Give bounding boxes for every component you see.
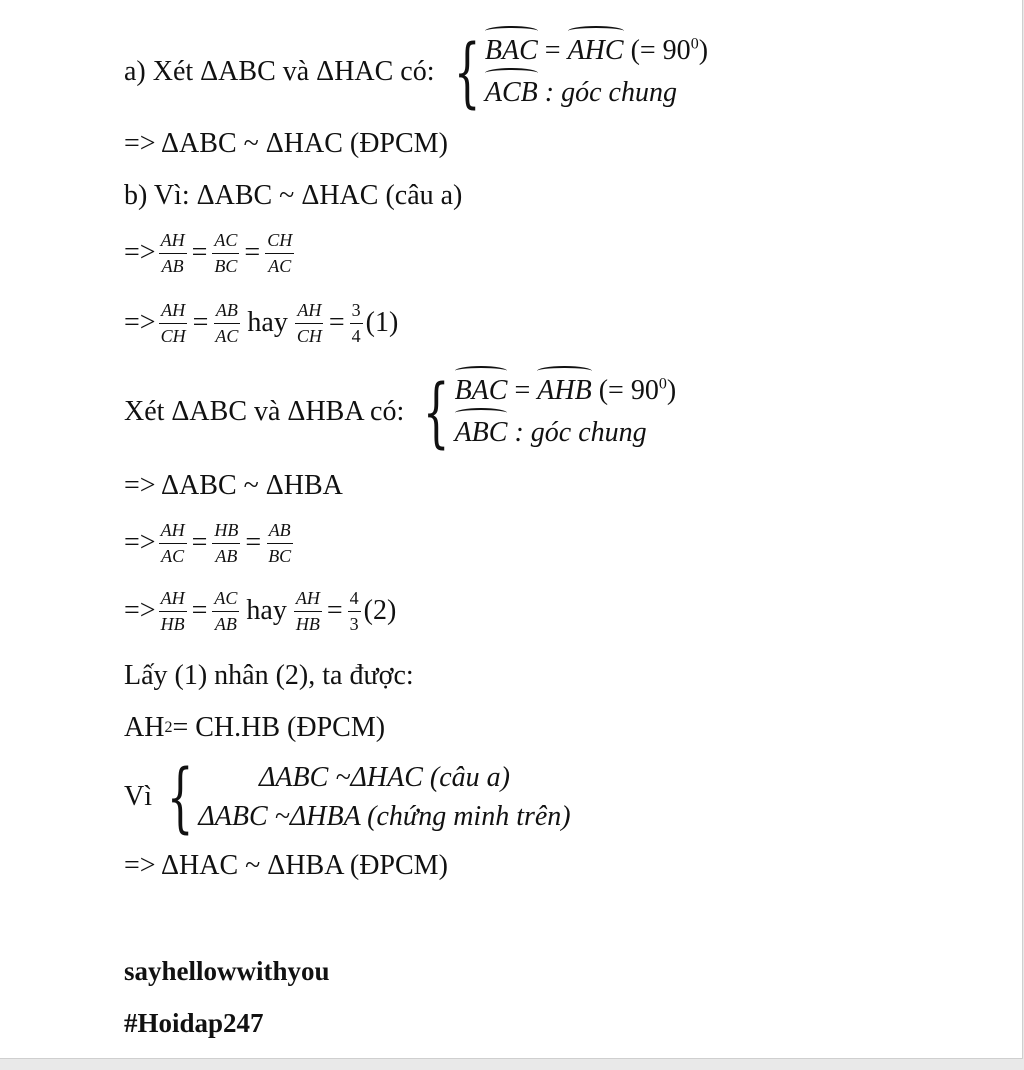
- denominator: 4: [351, 325, 361, 346]
- part-a-text: a) Xét ΔABC và ΔHAC có:: [124, 56, 435, 87]
- numerator: HB: [212, 520, 240, 544]
- line-second-similarity-intro: [124, 367, 677, 456]
- line-conclusion-hba: => ΔABC ~ ΔHBA: [124, 470, 343, 501]
- line-ratio-3: => $\frac{AH}{AC}$ = $\frac{HB}{AB}$ = $\frac{AB}{BC}$: [124, 520, 292, 566]
- numerator: AH: [159, 230, 187, 254]
- left-brace: {: [166, 752, 194, 842]
- ah-text: AH: [124, 712, 165, 743]
- line-vi-system: [124, 752, 571, 842]
- fraction: [159, 520, 187, 566]
- equals-sign: =: [537, 35, 568, 66]
- implies: =>: [124, 237, 156, 269]
- line-ah-squared: [124, 712, 385, 744]
- line-ratio-1: => $\frac{AH}{AB}$ = $\frac{AC}{BC}$ = $\frac{CH}{AC}$: [124, 230, 293, 276]
- system-3-row-2: ΔABC ~ΔHBA (chứng minh trên): [198, 801, 571, 833]
- denominator: AC: [268, 255, 292, 276]
- close-paren: ): [666, 375, 677, 406]
- fraction: [350, 300, 363, 346]
- left-brace: {: [453, 27, 480, 116]
- angle-ahb: AHB: [537, 370, 591, 412]
- implies: =>: [124, 527, 156, 559]
- system-3-row-1: ΔABC ~ΔHAC (câu a): [259, 762, 510, 793]
- common-angle-text: : góc chung: [507, 417, 647, 448]
- numerator: CH: [265, 230, 294, 254]
- condition-system-1: [443, 27, 709, 116]
- fraction: [212, 588, 239, 634]
- fraction: [159, 230, 187, 276]
- line-final-conclusion: => ΔHAC ~ ΔHBA (ĐPCM): [124, 850, 448, 881]
- numerator: 3: [350, 300, 363, 324]
- numerator: AB: [214, 300, 240, 324]
- equation-tag: (2): [363, 595, 397, 627]
- implies: =>: [124, 307, 156, 339]
- line-part-b: b) Vì: ΔABC ~ ΔHAC (câu a): [124, 180, 463, 211]
- result-text: = CH.HB (ĐPCM): [172, 712, 386, 743]
- close-paren: ): [698, 35, 709, 66]
- condition-system-3: [156, 752, 571, 842]
- denominator: AC: [215, 325, 239, 346]
- denominator: AB: [214, 613, 237, 634]
- signature-hashtag: #Hoidap247: [124, 1008, 264, 1038]
- system-2-row-2: [455, 412, 677, 454]
- system-1-row-2: [485, 72, 708, 114]
- angle-acb: ACB: [485, 72, 538, 114]
- numerator: AH: [159, 520, 187, 544]
- common-angle-text: : góc chung: [537, 77, 677, 108]
- line-part-a-intro: [124, 27, 709, 116]
- denominator: CH: [296, 325, 322, 346]
- system-2-row-1: [455, 370, 677, 412]
- fraction: [213, 300, 240, 346]
- denominator: HB: [295, 613, 320, 634]
- angle-ahc: AHC: [568, 30, 624, 72]
- fraction: [265, 230, 294, 276]
- fraction: [295, 300, 324, 346]
- denominator: AC: [161, 545, 185, 566]
- denominator: 3: [349, 613, 359, 634]
- numerator: 4: [348, 588, 361, 612]
- fraction: [159, 300, 188, 346]
- fraction: [212, 230, 239, 276]
- fraction: [212, 520, 240, 566]
- numerator: AB: [267, 520, 293, 544]
- line-multiply: Lấy (1) nhân (2), ta được:: [124, 660, 414, 691]
- fraction: [348, 588, 361, 634]
- angle-bac: BAC: [455, 370, 508, 412]
- angle-value: (= 90: [623, 35, 691, 66]
- condition-system-2: [412, 367, 677, 456]
- numerator: AC: [212, 588, 239, 612]
- angle-value: (= 90: [591, 375, 659, 406]
- left-brace: {: [423, 367, 450, 456]
- implies: =>: [124, 595, 156, 627]
- denominator: AB: [161, 255, 184, 276]
- line-ratio-2: => $\frac{AH}{CH}$ = $\frac{AB}{AC}$ hay $\frac{AH}{CH}$ = $\frac{3}{4}$ (1): [124, 300, 399, 346]
- numerator: AH: [159, 300, 187, 324]
- square-sup: 2: [164, 719, 173, 736]
- vi-word: Vì: [124, 781, 152, 813]
- denominator: HB: [160, 613, 185, 634]
- system-1-row-1: [485, 30, 708, 72]
- signature-username: sayhellowwithyou: [124, 956, 330, 986]
- numerator: AH: [159, 588, 187, 612]
- degree-sup: 0: [658, 375, 667, 393]
- denominator: BC: [268, 545, 292, 566]
- line-ratio-4: => $\frac{AH}{HB}$ = $\frac{AC}{AB}$ hay $\frac{AH}{HB}$ = $\frac{4}{3}$ (2): [124, 588, 397, 634]
- hay-word: hay: [247, 307, 288, 339]
- fraction: [159, 588, 187, 634]
- angle-abc: ABC: [455, 412, 508, 454]
- numerator: AH: [294, 588, 322, 612]
- denominator: BC: [214, 255, 238, 276]
- hay-word: hay: [246, 595, 287, 627]
- intro-text: Xét ΔABC và ΔHBA có:: [124, 396, 405, 427]
- denominator: AB: [215, 545, 238, 566]
- fraction: [266, 520, 293, 566]
- degree-sup: 0: [690, 35, 699, 53]
- numerator: AC: [212, 230, 239, 254]
- equation-tag: (1): [365, 307, 399, 339]
- line-conclusion-a: => ΔABC ~ ΔHAC (ĐPCM): [124, 128, 448, 159]
- angle-bac: BAC: [485, 30, 538, 72]
- numerator: AH: [295, 300, 323, 324]
- denominator: CH: [160, 325, 186, 346]
- equals-sign: =: [507, 375, 538, 406]
- fraction: [294, 588, 322, 634]
